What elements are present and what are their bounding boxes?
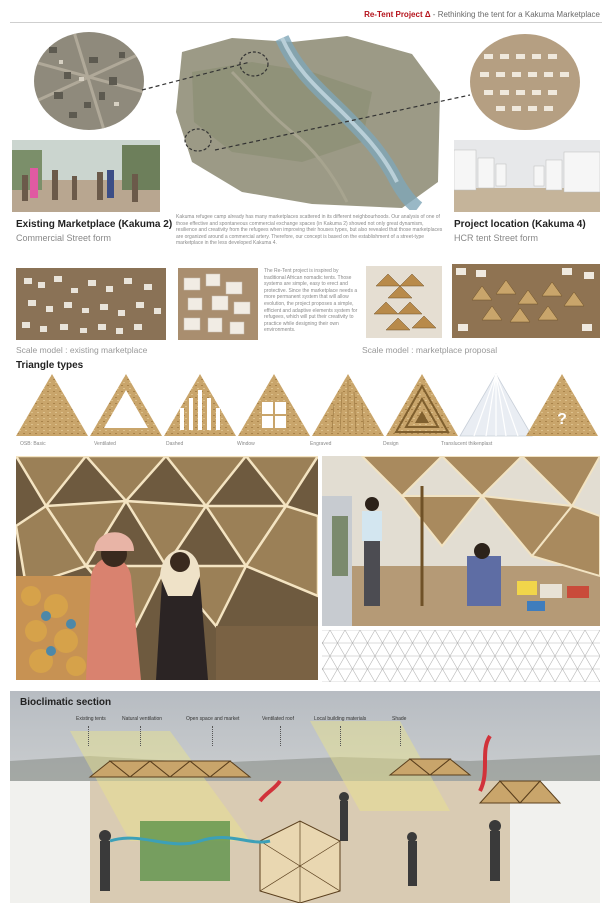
header-tagline: Rethinking the tent for a Kakuma Marketplace (437, 10, 600, 19)
unknown-triangle-mark: ? (557, 411, 567, 428)
triangle-types-title: Triangle types (16, 360, 84, 371)
scale-model-proposal-photo (452, 264, 600, 338)
scale-model-existing-closeup (178, 268, 258, 340)
scale-model-proposal-caption: Scale model : marketplace proposal (362, 345, 498, 355)
existing-market-photo (12, 140, 160, 212)
triangle-label-engraved: Engraved (310, 441, 332, 447)
triangle-label-ventilated: Ventilated (94, 441, 116, 447)
scale-model-existing-caption: Scale model : existing marketplace (16, 345, 148, 355)
triangle-types-row (16, 372, 598, 452)
intro-paragraph: Kakuma refugee camp already has many marketplaces scattered in its different neighbourhoods. Our analysis of one of those effective and spontaneous commercial exchange spaces (in Kakuma 2) showed not only great dynamism, resilience and creativity from the refugees when improving their houses types, but also revealed that those marketplaces are organized around a commercial artery. Therefore, our concept is based on the establishment of a street-type marketplace in the less developed Kakuma 4. (176, 214, 443, 247)
project-location-title: Project location (Kakuma 4) (454, 219, 586, 230)
scale-model-existing-photo (16, 268, 166, 340)
existing-market-title: Existing Marketplace (Kakuma 2) (16, 219, 173, 230)
bioclimatic-title: Bioclimatic section (20, 697, 112, 708)
triangle-label-translucent: Translucent thikenplast (441, 441, 493, 447)
bio-leader-natural-ventilation (140, 726, 141, 746)
project-name: Re-Tent Project Δ (364, 10, 431, 19)
triangle-grid-pattern (322, 630, 600, 682)
triangle-label-dashed: Dashed (166, 441, 184, 447)
bio-label-local-materials: Local building materials (314, 716, 367, 722)
bio-label-existing-tents: Existing tents (76, 716, 106, 722)
tent-street-photo (454, 140, 600, 212)
bio-label-shade: Shade (392, 716, 407, 722)
header-separator: - (430, 10, 438, 19)
bio-leader-open-space-market (212, 726, 213, 746)
window-triangle (238, 374, 310, 436)
bio-label-natural-ventilation: Natural ventilation (122, 716, 163, 722)
project-location-subtitle: HCR tent Street form (454, 233, 539, 243)
engraved-triangle (312, 374, 384, 436)
translucent-triangle (460, 374, 532, 436)
scale-model-proposal-closeup (366, 266, 442, 338)
bio-label-ventilated-roof: Ventilated roof (262, 716, 294, 722)
ventilated-triangle (90, 374, 162, 436)
triangle-label-osb-basic: OSB: Basic (20, 441, 46, 447)
bioclimatic-section-render (10, 691, 600, 903)
dashed-triangle (164, 374, 236, 436)
dome-interior-photo-left (16, 456, 318, 680)
osb-basic-triangle (16, 374, 88, 436)
triangle-label-design: Design (383, 441, 399, 447)
bio-leader-existing-tents (88, 726, 89, 746)
bio-leader-shade (400, 726, 401, 746)
aerial-circle-right (470, 34, 580, 130)
dome-market-photo-right (322, 456, 600, 626)
bio-leader-ventilated-roof (280, 726, 281, 746)
triangle-label-window: Window (237, 441, 255, 447)
existing-market-subtitle: Commercial Street form (16, 233, 112, 243)
bio-label-open-space-market: Open space and market (186, 716, 240, 722)
unknown-triangle (526, 374, 598, 436)
concept-paragraph: The Re-Tent project is inspired by traditional African nomadic tents. Those systems are simple, easy to erect and protective. Since the marketplace needs a more permanent system that will allow evolution, the project proposes a simple, efficient and adaptive elements system for refugees, which will put their creativity to practice while designing their own environments. (264, 268, 358, 334)
design-triangle (386, 374, 458, 436)
bio-leader-local-materials (340, 726, 341, 746)
